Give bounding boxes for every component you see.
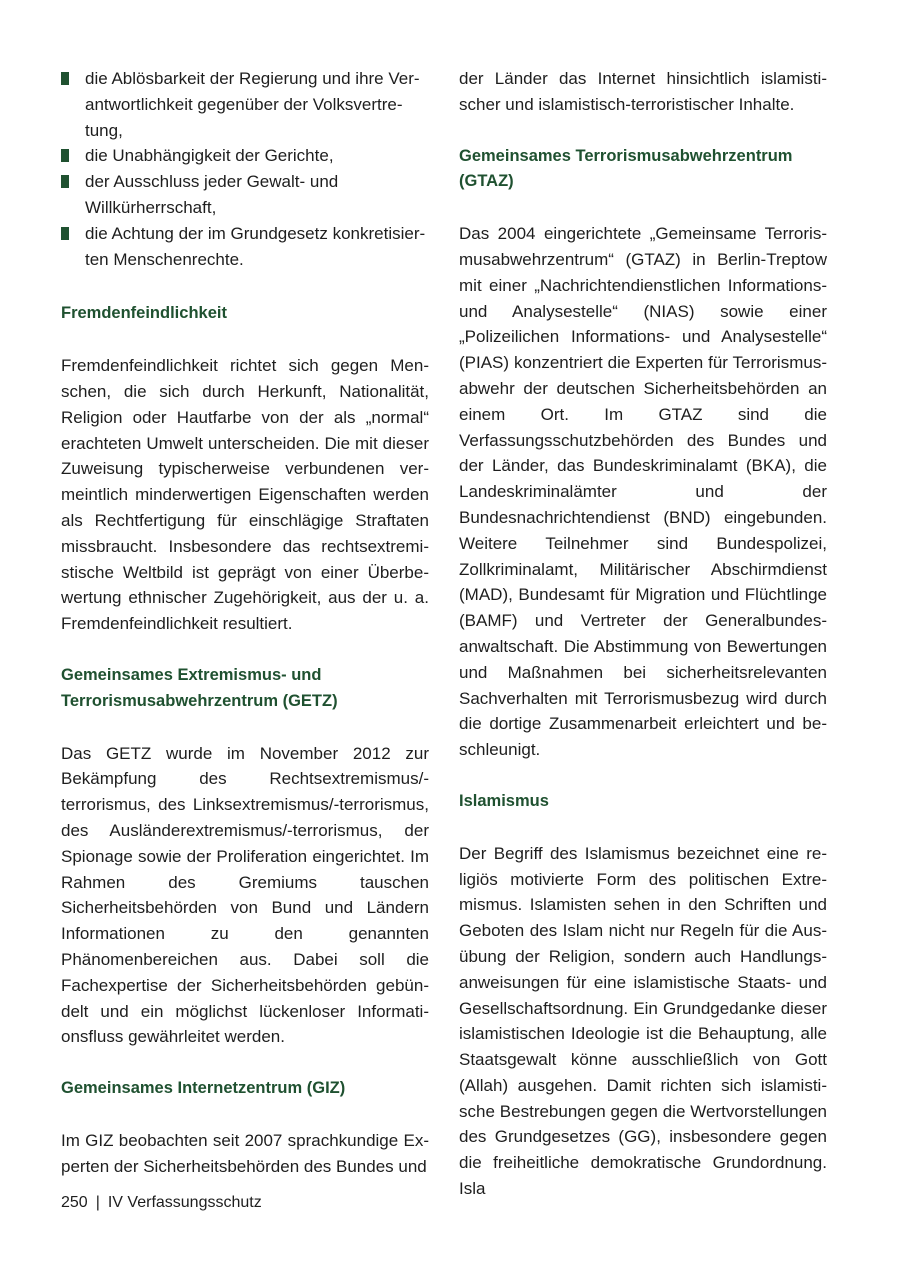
section-heading-getz: Gemeinsames Extremismus- und Terrorismusabwehrzentrum (GETZ) [61, 665, 338, 710]
page-footer [61, 1194, 262, 1212]
principles-list [61, 66, 429, 272]
list-item-text: der Ausschluss jeder Gewalt- und Willkürherrschaft, [85, 172, 339, 217]
section-heading-giz: Gemeinsames Internetzentrum (GIZ) [61, 1079, 346, 1098]
section-text-getz: Das GETZ wurde im November 2012 zur Bekämpfung des Rechtsextremismus/-terrorismus, des Linksextremismus/-terrorismus, des Ausländerextremismus/-terrorismus, der Spionage sowie der Proliferation eingerichtet. Im Rahmen des Gremiums tauschen Sicherheitsbehörden von Bund und Ländern Informationen zu den genannten Phänomenbereichen aus. Dabei soll die Fachexpertise der Sicherheitsbehörden gebündelt und ein möglichst lückenloser Informationsfluss gewährleitet werden. [61, 743, 429, 1047]
list-item [61, 143, 429, 169]
right-column [459, 66, 827, 1202]
list-item [61, 221, 429, 273]
section-heading-islamismus: Islamismus [459, 791, 549, 810]
footer-separator: | [95, 1194, 100, 1211]
list-item-text: die Ablösbarkeit der Regierung und ihre Verantwortlichkeit gegenüber der Volksvertretung, [85, 69, 420, 140]
bullet-square-icon [61, 175, 69, 188]
continuation-text: der Länder das Internet hinsichtlich islamistischer und islamistisch-terroristischer Inhalte. [459, 69, 827, 114]
section-heading-gtaz: Gemeinsames Terrorismusabwehrzentrum (GTAZ) [459, 146, 793, 191]
section-text-giz: Im GIZ beobachten seit 2007 sprachkundige Experten der Sicherheitsbehörden des Bundes und [61, 1130, 429, 1176]
section-text-gtaz: Das 2004 eingerichtete „Gemeinsame Terrorismusabwehrzentrum“ (GTAZ) in Berlin-Treptow mit einer „Nachrichtendienstlichen Informations- und Analysestelle“ (NIAS) sowie einer „Polizeilichen Informations- und Analysestelle“ (PIAS) konzentriert die Experten für Terrorismusabwehr der deutschen Sicherheitsbehörden an einem Ort. Im GTAZ sind die Verfassungsschutzbehörden des Bundes und der Länder, das Bundeskriminalamt (BKA), die Landeskriminalämter und der Bundesnachrichtendienst (BND) eingebunden. Weitere Teilnehmer sind Bundespolizei, Zollkriminalamt, Militärischer Abschirmdienst (MAD), Bundesamt für Migration und Flüchtlinge (BAMF) und Vertreter der Generalbundesanwaltschaft. Die Abstimmung von Bewertungen und Maßnahmen bei sicherheitsrelevanten Sachverhalten mit Terrorismusbezug wird durch die dortige Zusammenarbeit erleichtert und beschleunigt. [459, 224, 827, 760]
section-heading-fremdenfeindlichkeit: Fremdenfeindlichkeit [61, 304, 227, 323]
left-column [61, 66, 429, 1179]
list-item [61, 169, 429, 221]
section-text-islamismus: Der Begriff des Islamismus bezeichnet eine religiös motivierte Form des politischen Extremismus. Islamisten sehen in den Schriften und Geboten des Islam nicht nur Regeln für die Ausübung der Religion, sondern auch Handlungsanweisungen für eine islamistische Staats- und Gesellschaftsordnung. Ein Grundgedanke dieser islamistischen Ideologie ist die Behauptung, alle Staatsgewalt könne ausschließlich von Gott (Allah) ausgehen. Damit richten sich islamistische Bestrebungen gegen die Wertvorstellungen des Grundgesetzes (GG), insbesondere gegen die freiheitliche demokratische Grundordnung. Isla [459, 843, 827, 1199]
list-item [61, 66, 429, 143]
bullet-square-icon [61, 227, 69, 240]
chapter-title: IV Verfassungsschutz [107, 1194, 262, 1211]
list-item-text: die Achtung der im Grundgesetz konkretisierten Menschenrechte. [85, 223, 426, 269]
section-text-fremdenfeindlichkeit: Fremdenfeindlichkeit richtet sich gegen Menschen, die sich durch Herkunft, Nationalität, Religion oder Hautfarbe von der als „normal“ erachteten Umwelt unterscheiden. Die mit dieser Zuweisung typischerweise verbundenen vermeintlich minderwertigen Eigenschaften werden als Rechtfertigung für einschlägige Straftaten missbraucht. Insbesondere das rechtsextremistische Weltbild ist geprägt von einer Überbewertung ethnischer Zugehörigkeit, aus der u. a. Fremdenfeindlichkeit resultiert. [61, 356, 429, 634]
page-number: 250 [61, 1194, 88, 1211]
bullet-square-icon [61, 72, 69, 85]
bullet-square-icon [61, 149, 69, 162]
list-item-text: die Unabhängigkeit der Gerichte, [85, 146, 334, 166]
